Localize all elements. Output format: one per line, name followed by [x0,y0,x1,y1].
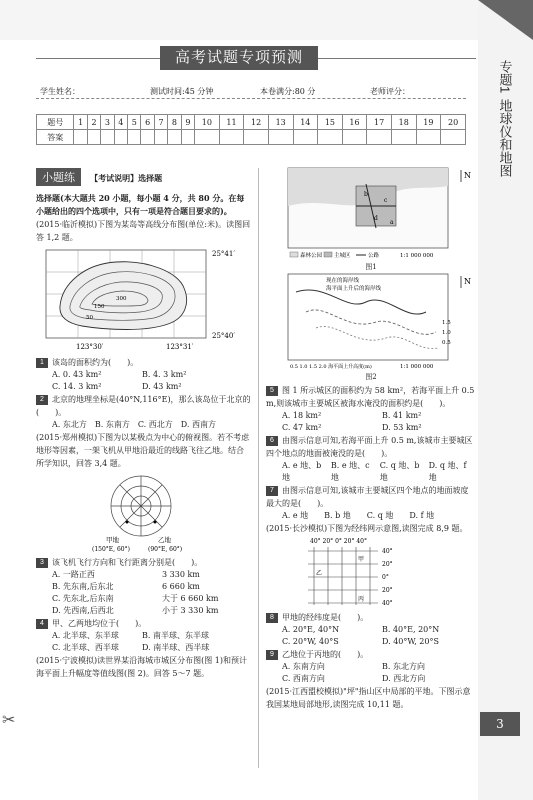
question-number-cell: 20 [441,115,466,130]
grid-right-label: 20° [382,587,393,594]
city-area-map [266,166,476,262]
legend-now: 现在的海岸线 [326,278,360,284]
subject-label: 地球仪和地图 [497,99,513,178]
contour-label: 150 [94,304,105,310]
q-stem: 该飞机飞行方向和飞行距离分别是( )。 [52,558,203,567]
question-number-cell: 4 [114,115,127,130]
option-row [52,605,251,617]
option: A. 东南方向 [282,662,325,671]
point-b-coord: (90°E, 60°) [148,546,183,553]
option: C. 14. 3 km² [52,382,102,391]
option: C. 北半球、西半球 [52,643,119,652]
q-number: 5 [266,386,278,396]
test-time: 测试时间:45 分钟 [150,87,214,96]
q-stem: 北京的地理坐标是(40°N,116°E)，那么该岛位于北京的( )。 [36,395,251,417]
lon-left-label: 123°30′ [76,343,104,351]
contour-label: 50 [86,315,93,321]
answer-cell[interactable] [244,130,269,145]
option-distance: 小于 3 330 km [162,606,219,615]
legend-forest: 森林公园 [300,253,323,259]
answer-cell[interactable] [128,130,141,145]
option: B. 40°E, 20°N [382,625,440,634]
option-direction: D. 先西南,后西北 [52,606,114,615]
legend-after: 海平面上升后的海岸线 [326,286,382,292]
option: A. 北半球、东半球 [52,631,119,640]
q-number: 8 [266,613,278,623]
answer-cell[interactable] [416,130,441,145]
question-1 [36,356,251,369]
option: D. 西北方向 [382,674,426,683]
q-stem: 甲、乙两地均位于( )。 [52,619,147,628]
question-2 [36,393,251,419]
legend-city: 主城区 [334,253,351,259]
teacher-score-label: 老师评分： [370,87,410,96]
source-5: (2015·江西盟校模拟)"坪"指山区中局部的平地。下图示意我国某地局部地形,读图完成 10,11 题。 [266,687,471,709]
option: A. 18 km² [282,411,322,420]
figure-caption: 图1 [365,263,377,271]
option: A. e 地、b 地 [282,461,322,482]
info-underline [36,98,466,99]
contour-label: 300 [116,296,127,302]
q-number: 4 [36,619,48,629]
level-label: 0.5 [442,340,451,346]
answer-cell[interactable] [367,130,392,145]
source-4: (2015·长沙模拟)下图为经纬网示意图,读图完成 8,9 题。 [266,524,468,533]
page-number: 3 [480,712,520,736]
section-tag: 小题练 [36,168,81,186]
option-row [52,593,251,605]
point-a-label: 甲地 [106,536,119,544]
option: B. 4. 3 km² [142,370,187,379]
question-8 [266,611,476,624]
full-score: 本卷满分:80 分 [260,87,316,96]
option: A. 20°E, 40°N [282,625,340,634]
answer-cell[interactable] [195,130,220,145]
answer-cell[interactable] [293,130,318,145]
question-number-cell: 9 [181,115,194,130]
table-row-label: 答案 [37,130,74,145]
point-b-label: 乙 [316,570,323,577]
question-9 [266,648,476,661]
q-stem: 图 1 所示城区的面积约为 58 km²，若海平面上升 0.5 m,则该城市主要城区被海水淹没的面积约是( )。 [266,386,475,408]
option-distance: 3 330 km [162,570,200,579]
answer-cell[interactable] [268,130,293,145]
option-row [52,581,251,593]
options: A. e 地 B. b 地 C. q 地 D. f 地 [282,511,435,520]
island-contour-map [36,246,246,354]
option: B. 41 km² [382,411,422,420]
question-number-cell: 8 [168,115,181,130]
answer-cell[interactable] [114,130,127,145]
question-number-cell: 7 [154,115,167,130]
source-3: (2015·宁波模拟)读世界某沿海城市城区分布图(图 1)和预计海平面上升幅度等值线图(图 2)。回答 5～7 题。 [36,656,248,678]
right-column [266,166,476,711]
answer-cell[interactable] [168,130,181,145]
option: D. q 地、f 地 [428,461,467,482]
q-stem: 该岛的面积约为( )。 [52,358,139,367]
answer-cell[interactable] [181,130,194,145]
level-label: 1.5 [442,320,451,326]
question-6 [266,434,476,460]
option-direction: B. 先东南,后东北 [52,582,114,591]
lat-top-label: 25°41′ [212,250,235,258]
question-number-cell: 1 [74,115,87,130]
question-4 [36,617,251,630]
option-direction: C. 先东北,后东南 [52,594,114,603]
option-direction: A. 一路正西 [52,570,95,579]
q-number: 7 [266,486,278,496]
north-arrow-icon: N [464,171,471,180]
options: A. 东北方 B. 东南方 C. 西北方 D. 西南方 [52,420,216,429]
option: A. 0. 43 km² [52,370,102,379]
answer-cell[interactable] [219,130,244,145]
point-label: d [374,215,378,222]
source-1: (2015·临沂模拟)下图为某岛等高线分布图(单位:米)。读图回答 1,2 题。 [36,220,251,242]
scale-label: 1:1 000 000 [400,253,434,259]
question-number-cell: 2 [87,115,100,130]
grid-right-label: 20° [382,561,393,568]
question-7 [266,484,476,510]
question-number-cell: 11 [219,115,244,130]
question-number-cell: 6 [141,115,154,130]
answer-cell[interactable] [141,130,154,145]
option: B. e 地、c 地 [330,461,370,482]
question-number-cell: 14 [293,115,318,130]
q-stem: 甲地的经纬度是( )。 [282,613,369,622]
question-3 [36,556,251,569]
q-number: 9 [266,650,278,660]
point-a-label: 甲 [358,556,365,563]
source-2: (2015·郑州模拟)下图为以某极点为中心的俯视图。若不考虑地形等因素，一架飞机从甲地沿最近的线路飞往乙地。结合所学知识，回答 3,4 题。 [36,433,250,468]
point-label: c [384,197,388,204]
page-title: 高考试题专项预测 [160,46,318,70]
q-stem: 由图示信息可知,若海平面上升 0.5 m,该城市主要城区四个地点的地面被淹没的是( )。 [266,436,473,458]
q-number: 2 [36,395,48,405]
answer-cell[interactable] [318,130,343,145]
grid-top-labels: 40° 20° 0° 20° 40° [310,538,367,545]
option: D. 43 km² [142,382,182,391]
column-divider [258,168,259,768]
question-number-cell: 17 [367,115,392,130]
point-label: a [390,219,394,226]
option-row [52,569,251,581]
north-arrow-icon: N [464,277,471,286]
left-column [36,166,251,680]
sea-level-map [266,272,476,372]
answer-table [36,114,466,145]
q-number: 6 [266,436,278,446]
level-label: 1.0 [442,330,451,336]
question-number-cell: 10 [195,115,220,130]
option-distance: 6 660 km [162,582,200,591]
grid-right-label: 0° [382,574,389,581]
question-number-cell: 16 [342,115,367,130]
answer-cell[interactable] [391,130,416,145]
option: B. 南半球、东半球 [142,631,209,640]
figure-caption: 图2 [365,373,377,381]
lat-bottom-label: 25°40′ [212,332,235,340]
grid-right-label: 40° [382,600,393,607]
lat-lon-grid [266,535,476,611]
option: D. 53 km² [382,423,422,432]
scale-label: 1:1 000 000 [400,364,434,370]
answer-cell[interactable] [87,130,100,145]
point-c-label: 丙 [358,596,365,603]
polar-view-diagram [36,472,246,554]
answer-cell[interactable] [101,130,114,145]
header-bar [0,0,533,40]
question-number-cell: 19 [416,115,441,130]
option: D. 40°W, 20°S [382,637,439,646]
question-number-cell: 13 [268,115,293,130]
option: C. 西南方向 [282,674,325,683]
option-distance: 大于 6 660 km [162,594,219,603]
question-number-cell: 18 [391,115,416,130]
point-label: b [364,191,368,198]
lon-right-label: 123°31′ [166,343,194,351]
side-topic [490,60,520,177]
q-number: 3 [36,558,48,568]
point-a-coord: (150°E, 60°) [92,546,130,553]
scale-note: 0.5 1.0 1.5 2.0 海平面上升高度(m) [290,364,372,370]
option: D. 南半球、西半球 [142,643,210,652]
point-b-label: 乙地 [158,536,171,544]
grid-right-label: 40° [382,548,393,555]
question-number-cell: 15 [318,115,343,130]
option: C. 20°W, 40°S [282,637,339,646]
topic-label: 专题1 [497,60,513,94]
q-number: 1 [36,358,48,368]
option: C. 47 km² [282,423,322,432]
answer-cell[interactable] [441,130,466,145]
intro-text: 选择题(本大题共 20 小题，每小题 4 分，共 80 分。在每小题给出的四个选项中，只有一项是符合题目要求的)。 [36,193,245,216]
section-note: 【考试说明】选择题 [90,173,163,183]
answer-cell[interactable] [342,130,367,145]
question-number-cell: 5 [128,115,141,130]
question-5 [266,384,476,410]
legend-road: 公路 [368,253,380,259]
table-row-label: 题号 [37,115,74,130]
question-number-cell: 12 [244,115,269,130]
answer-cell[interactable] [154,130,167,145]
scissors-icon: ✂ [2,710,16,729]
q-stem: 乙地位于丙地的( )。 [282,650,369,659]
option: B. 东北方向 [382,662,425,671]
student-name-label: 学生姓名： [40,87,80,96]
option: C. q 地、b 地 [379,461,420,482]
question-number-cell: 3 [101,115,114,130]
answer-cell[interactable] [74,130,87,145]
q-stem: 由图示信息可知,该城市主要城区四个地点的地面坡度最大的是( )。 [266,486,469,508]
